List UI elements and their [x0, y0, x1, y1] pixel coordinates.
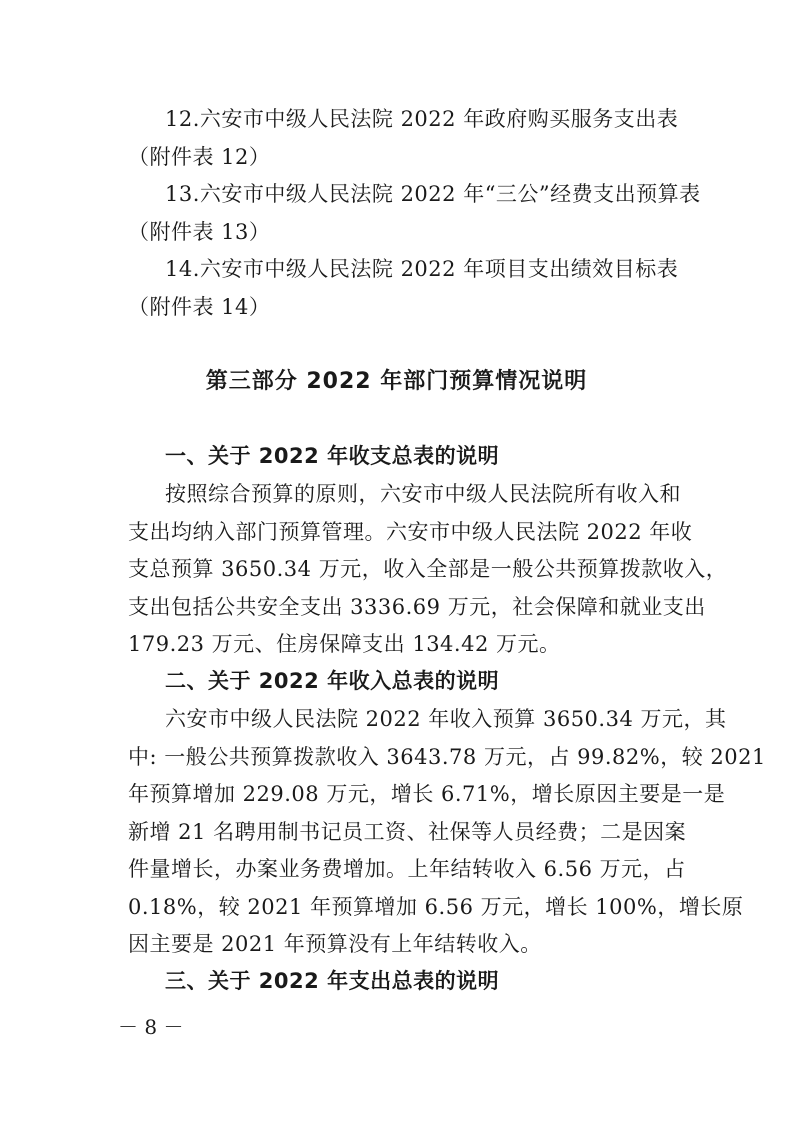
section2-line: 中: 一般公共预算拨款收入 3643.78 万元，占 99.82%，较 2021: [128, 745, 766, 769]
section2-line: 六安市中级人民法院 2022 年收入预算 3650.34 万元，其: [165, 707, 727, 731]
section2-line: 新增 21 名聘用制书记员工资、社保等人员经费；二是因案: [128, 820, 687, 844]
section1-line: 179.23 万元、住房保障支出 134.42 万元。: [128, 632, 561, 656]
section1-line: 支出包括公共安全支出 3336.69 万元，社会保障和就业支出: [128, 595, 706, 619]
section2-heading: 二、关于 2022 年收入总表的说明: [165, 669, 500, 693]
section1-heading: 一、关于 2022 年收支总表的说明: [165, 444, 500, 468]
part-title: 第三部分 2022 年部门预算情况说明: [205, 369, 588, 394]
attachment-14-line2: （附件表 14）: [128, 295, 271, 319]
page-number: － 8 －: [118, 1015, 184, 1039]
attachment-13-line2: （附件表 13）: [128, 220, 271, 244]
section2-line: 件量增长，办案业务费增加。上年结转收入 6.56 万元，占: [128, 857, 686, 881]
section1-line: 支总预算 3650.34 万元，收入全部是一般公共预算拨款收入，: [128, 557, 728, 581]
attachment-14-line1: 14.六安市中级人民法院 2022 年项目支出绩效目标表: [165, 257, 679, 281]
section1-line: 按照综合预算的原则，六安市中级人民法院所有收入和: [165, 482, 681, 506]
section3-heading: 三、关于 2022 年支出总表的说明: [165, 969, 500, 993]
attachment-12-line2: （附件表 12）: [128, 145, 271, 169]
section2-line: 年预算增加 229.08 万元，增长 6.71%，增长原因主要是一是: [128, 782, 726, 806]
section2-line: 因主要是 2021 年预算没有上年结转收入。: [128, 932, 542, 956]
section1-line: 支出均纳入部门预算管理。六安市中级人民法院 2022 年收: [128, 520, 693, 544]
section2-line: 0.18%，较 2021 年预算增加 6.56 万元，增长 100%，增长原: [128, 895, 744, 919]
attachment-12-line1: 12.六安市中级人民法院 2022 年政府购买服务支出表: [165, 107, 679, 131]
attachment-13-line1: 13.六安市中级人民法院 2022 年“三公”经费支出预算表: [165, 182, 701, 206]
